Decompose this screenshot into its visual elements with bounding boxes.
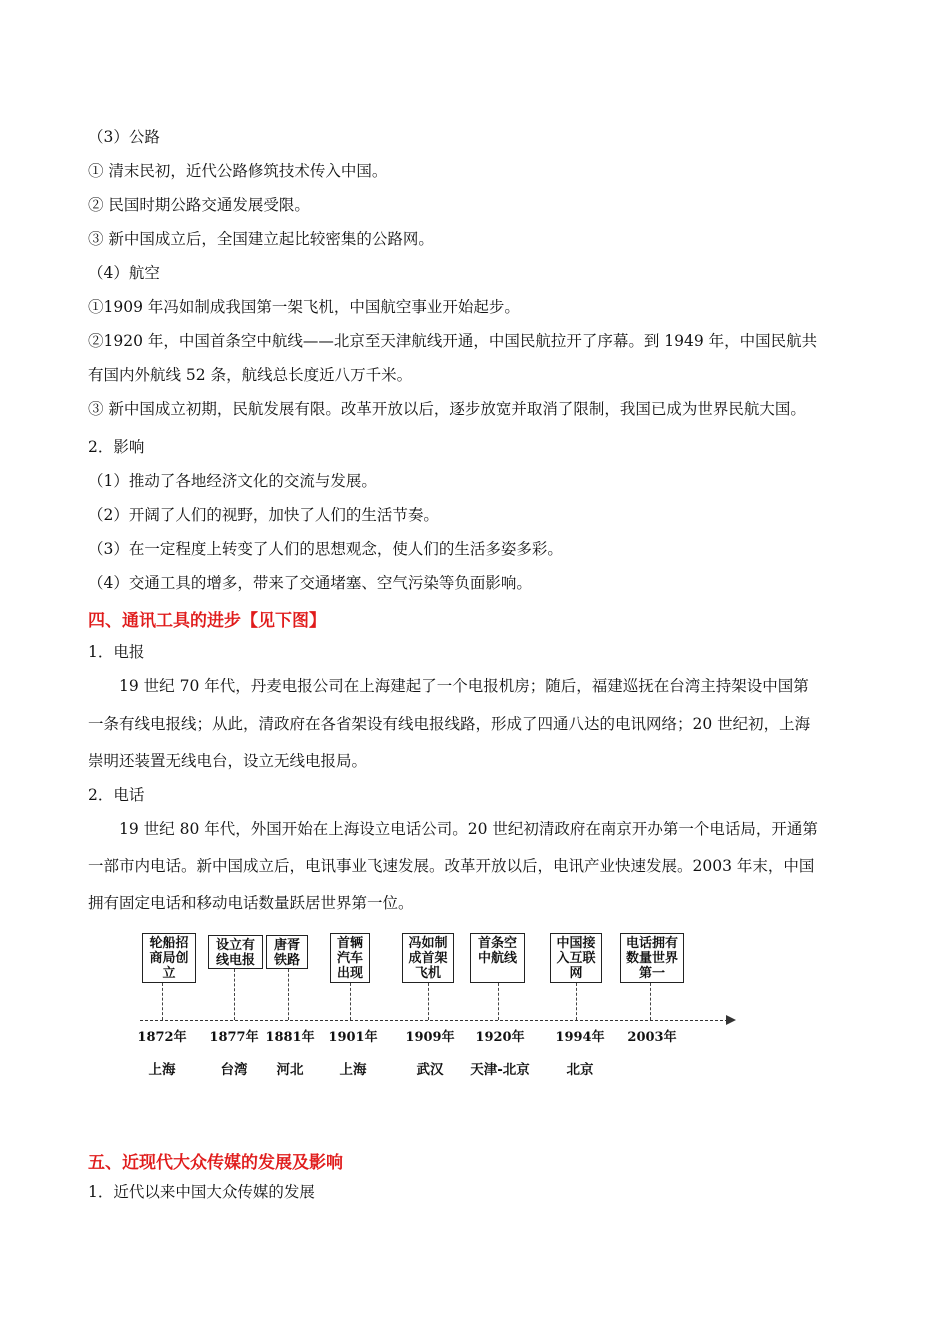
- section-heading-communications: 四、通讯工具的进步【见下图】: [88, 611, 326, 631]
- road-item-3: ③ 新中国成立后，全国建立起比较密集的公路网。: [88, 230, 434, 248]
- timeline-event-box: 首辆汽车出现: [330, 933, 370, 983]
- timeline-year: 1881年: [265, 1030, 315, 1045]
- road-item-2: ② 民国时期公路交通发展受限。: [88, 196, 310, 214]
- impact-title: 2．影响: [88, 438, 145, 456]
- media-subtitle: 1．近代以来中国大众传媒的发展: [88, 1183, 315, 1201]
- timeline-connector: [428, 983, 429, 1020]
- communications-timeline: [137, 928, 740, 1088]
- timeline-arrow-icon: [726, 1015, 736, 1025]
- timeline-year: 1872年: [137, 1030, 187, 1045]
- telegraph-line-2: 一条有线电报线；从此，清政府在各省架设有线电报线路，形成了四通八达的电讯网络；20 世纪初，上海: [88, 715, 811, 733]
- telegraph-line-3: 崇明还装置无线电台，设立无线电报局。: [88, 752, 368, 770]
- timeline-year: 1909年: [405, 1030, 455, 1045]
- phone-line-2: 一部市内电话。新中国成立后，电讯事业飞速发展。改革开放以后，电讯产业快速发展。2003 年末，中国: [88, 857, 815, 875]
- timeline-year: 2003年: [627, 1030, 677, 1045]
- timeline-place: 北京: [566, 1062, 594, 1078]
- impact-item-1: （1）推动了各地经济文化的交流与发展。: [88, 472, 377, 490]
- section-heading-media: 五、近现代大众传媒的发展及影响: [88, 1153, 343, 1173]
- timeline-event-box: 轮船招商局创立: [142, 933, 196, 983]
- timeline-event-box: 电话拥有数量世界第一: [620, 933, 684, 983]
- telegraph-title: 1．电报: [88, 643, 145, 661]
- air-item-3: ③ 新中国成立初期，民航发展有限。改革开放以后，逐步放宽并取消了限制，我国已成为世界民航大国。: [88, 400, 806, 418]
- road-item-1: ① 清末民初，近代公路修筑技术传入中国。: [88, 162, 388, 180]
- timeline-year: 1901年: [328, 1030, 378, 1045]
- air-item-2-line-1: ②1920 年，中国首条空中航线——北京至天津航线开通，中国民航拉开了序幕。到 1949 年，中国民航共: [88, 332, 818, 350]
- timeline-place: 天津-北京: [470, 1062, 530, 1078]
- timeline-connector: [498, 983, 499, 1020]
- timeline-connector: [162, 983, 163, 1020]
- timeline-connector: [350, 983, 351, 1020]
- timeline-year: 1920年: [475, 1030, 525, 1045]
- timeline-connector: [288, 969, 289, 1020]
- timeline-connector: [650, 983, 651, 1020]
- phone-line-3: 拥有固定电话和移动电话数量跃居世界第一位。: [88, 894, 414, 912]
- air-item-2-line-2: 有国内外航线 52 条，航线总长度近八万千米。: [88, 366, 413, 384]
- timeline-axis: [140, 1020, 728, 1021]
- impact-item-4: （4）交通工具的增多，带来了交通堵塞、空气污染等负面影响。: [88, 574, 532, 592]
- impact-item-2: （2）开阔了人们的视野，加快了人们的生活节奏。: [88, 506, 439, 524]
- timeline-place: 上海: [339, 1062, 367, 1078]
- timeline-connector: [576, 983, 577, 1020]
- timeline-place: 武汉: [416, 1062, 444, 1078]
- telegraph-line-1: 19 世纪 70 年代，丹麦电报公司在上海建起了一个电报机房；随后，福建巡抚在台湾主持架设中国第: [119, 677, 809, 695]
- timeline-place: 台湾: [220, 1062, 248, 1078]
- timeline-event-box: 冯如制成首架飞机: [402, 933, 454, 983]
- timeline-place: 上海: [148, 1062, 176, 1078]
- timeline-event-box: 首条空中航线: [470, 933, 525, 983]
- timeline-year: 1877年: [209, 1030, 259, 1045]
- timeline-connector: [234, 969, 235, 1020]
- timeline-year: 1994年: [555, 1030, 605, 1045]
- impact-item-3: （3）在一定程度上转变了人们的思想观念，使人们的生活多姿多彩。: [88, 540, 563, 558]
- timeline-event-box: 唐胥铁路: [266, 935, 308, 969]
- phone-line-1: 19 世纪 80 年代，外国开始在上海设立电话公司。20 世纪初清政府在南京开办第一个电话局，开通第: [119, 820, 818, 838]
- timeline-place: 河北: [276, 1062, 304, 1078]
- timeline-event-box: 设立有线电报: [208, 935, 263, 969]
- phone-title: 2．电话: [88, 786, 145, 804]
- air-item-1: ①1909 年冯如制成我国第一架飞机，中国航空事业开始起步。: [88, 298, 520, 316]
- timeline-event-box: 中国接入互联网: [550, 933, 602, 983]
- road-title: （3）公路: [88, 128, 160, 146]
- air-title: （4）航空: [88, 264, 160, 282]
